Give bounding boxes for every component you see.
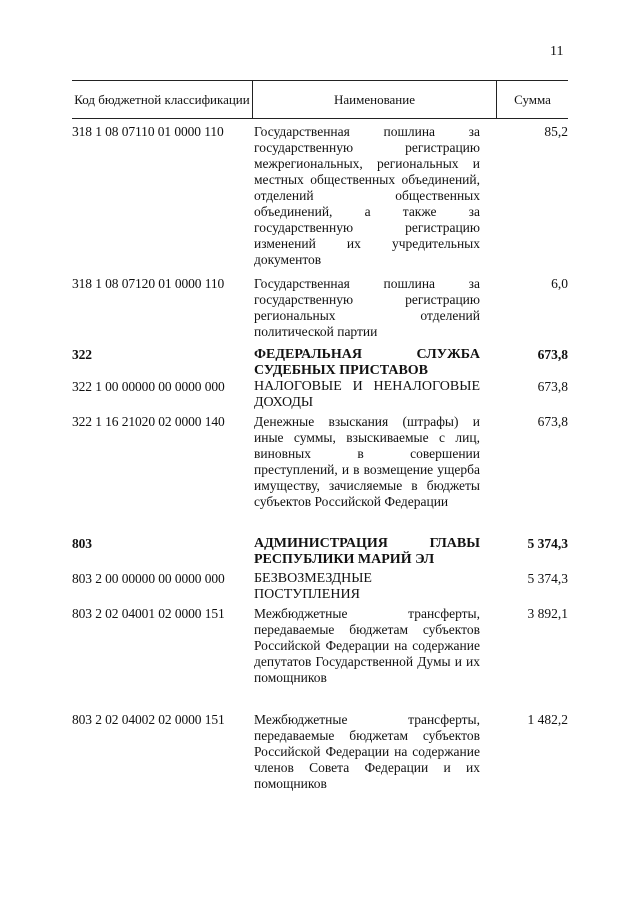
row-name: НАЛОГОВЫЕ И НЕНАЛОГОВЫЕ ДОХОДЫ	[254, 379, 480, 410]
row-sum: 85,2	[544, 124, 568, 139]
row-code: 803 2 00 00000 00 0000 000	[72, 571, 225, 586]
row-sum: 673,8	[537, 347, 568, 362]
row-sum: 5 374,3	[527, 536, 568, 551]
row-name: АДМИНИСТРАЦИЯ ГЛАВЫ РЕСПУБЛИКИ МАРИЙ ЭЛ	[254, 536, 480, 567]
row-name: Государственная пошлина за государственную регистрацию региональных отделений политической партии	[254, 276, 480, 339]
row-sum: 1 482,2	[527, 712, 568, 727]
row-name: ФЕДЕРАЛЬНАЯ СЛУЖБА СУДЕБНЫХ ПРИСТАВОВ	[254, 347, 480, 378]
row-sum: 5 374,3	[527, 571, 568, 586]
row-code: 803	[72, 536, 92, 551]
row-sum: 673,8	[537, 414, 568, 429]
page-number: 11	[550, 44, 564, 59]
row-code: 322	[72, 347, 92, 362]
row-sum: 6,0	[551, 276, 568, 291]
row-sum: 673,8	[537, 379, 568, 394]
row-name: Межбюджетные трансферты, передаваемые бюджетам субъектов Российской Федерации на содержание членов Совета Федерации и их помощников	[254, 712, 480, 791]
row-code: 318 1 08 07110 01 0000 110	[72, 124, 224, 139]
header-bottom-rule	[72, 118, 568, 119]
header-name: Наименование	[334, 91, 415, 107]
row-name: БЕЗВОЗМЕЗДНЫЕ ПОСТУПЛЕНИЯ	[254, 571, 372, 602]
row-sum: 3 892,1	[527, 606, 568, 621]
row-code: 803 2 02 04001 02 0000 151	[72, 606, 225, 621]
row-name: Денежные взыскания (штрафы) и иные суммы, взыскиваемые с лиц, виновных в совершении преступлений, и в возмещение ущерба имуществу, зачисляемые в бюджеты субъектов Российской Федерации	[254, 414, 480, 509]
row-code: 322 1 00 00000 00 0000 000	[72, 379, 225, 394]
row-name: Межбюджетные трансферты, передаваемые бюджетам субъектов Российской Федерации на содержание депутатов Государственной Думы и их помощников	[254, 606, 480, 685]
row-code: 322 1 16 21020 02 0000 140	[72, 414, 225, 429]
row-code: 803 2 02 04002 02 0000 151	[72, 712, 225, 727]
header-sum: Сумма	[514, 91, 551, 107]
row-name: Государственная пошлина за государственную регистрацию межрегиональных, региональных и местных общественных объединений, отделений общественных объединений, а также за государственную регистрацию изменений их учредительных документов	[254, 124, 480, 267]
header-code: Код бюджетной классификации	[74, 91, 250, 107]
row-code: 318 1 08 07120 01 0000 110	[72, 276, 225, 291]
